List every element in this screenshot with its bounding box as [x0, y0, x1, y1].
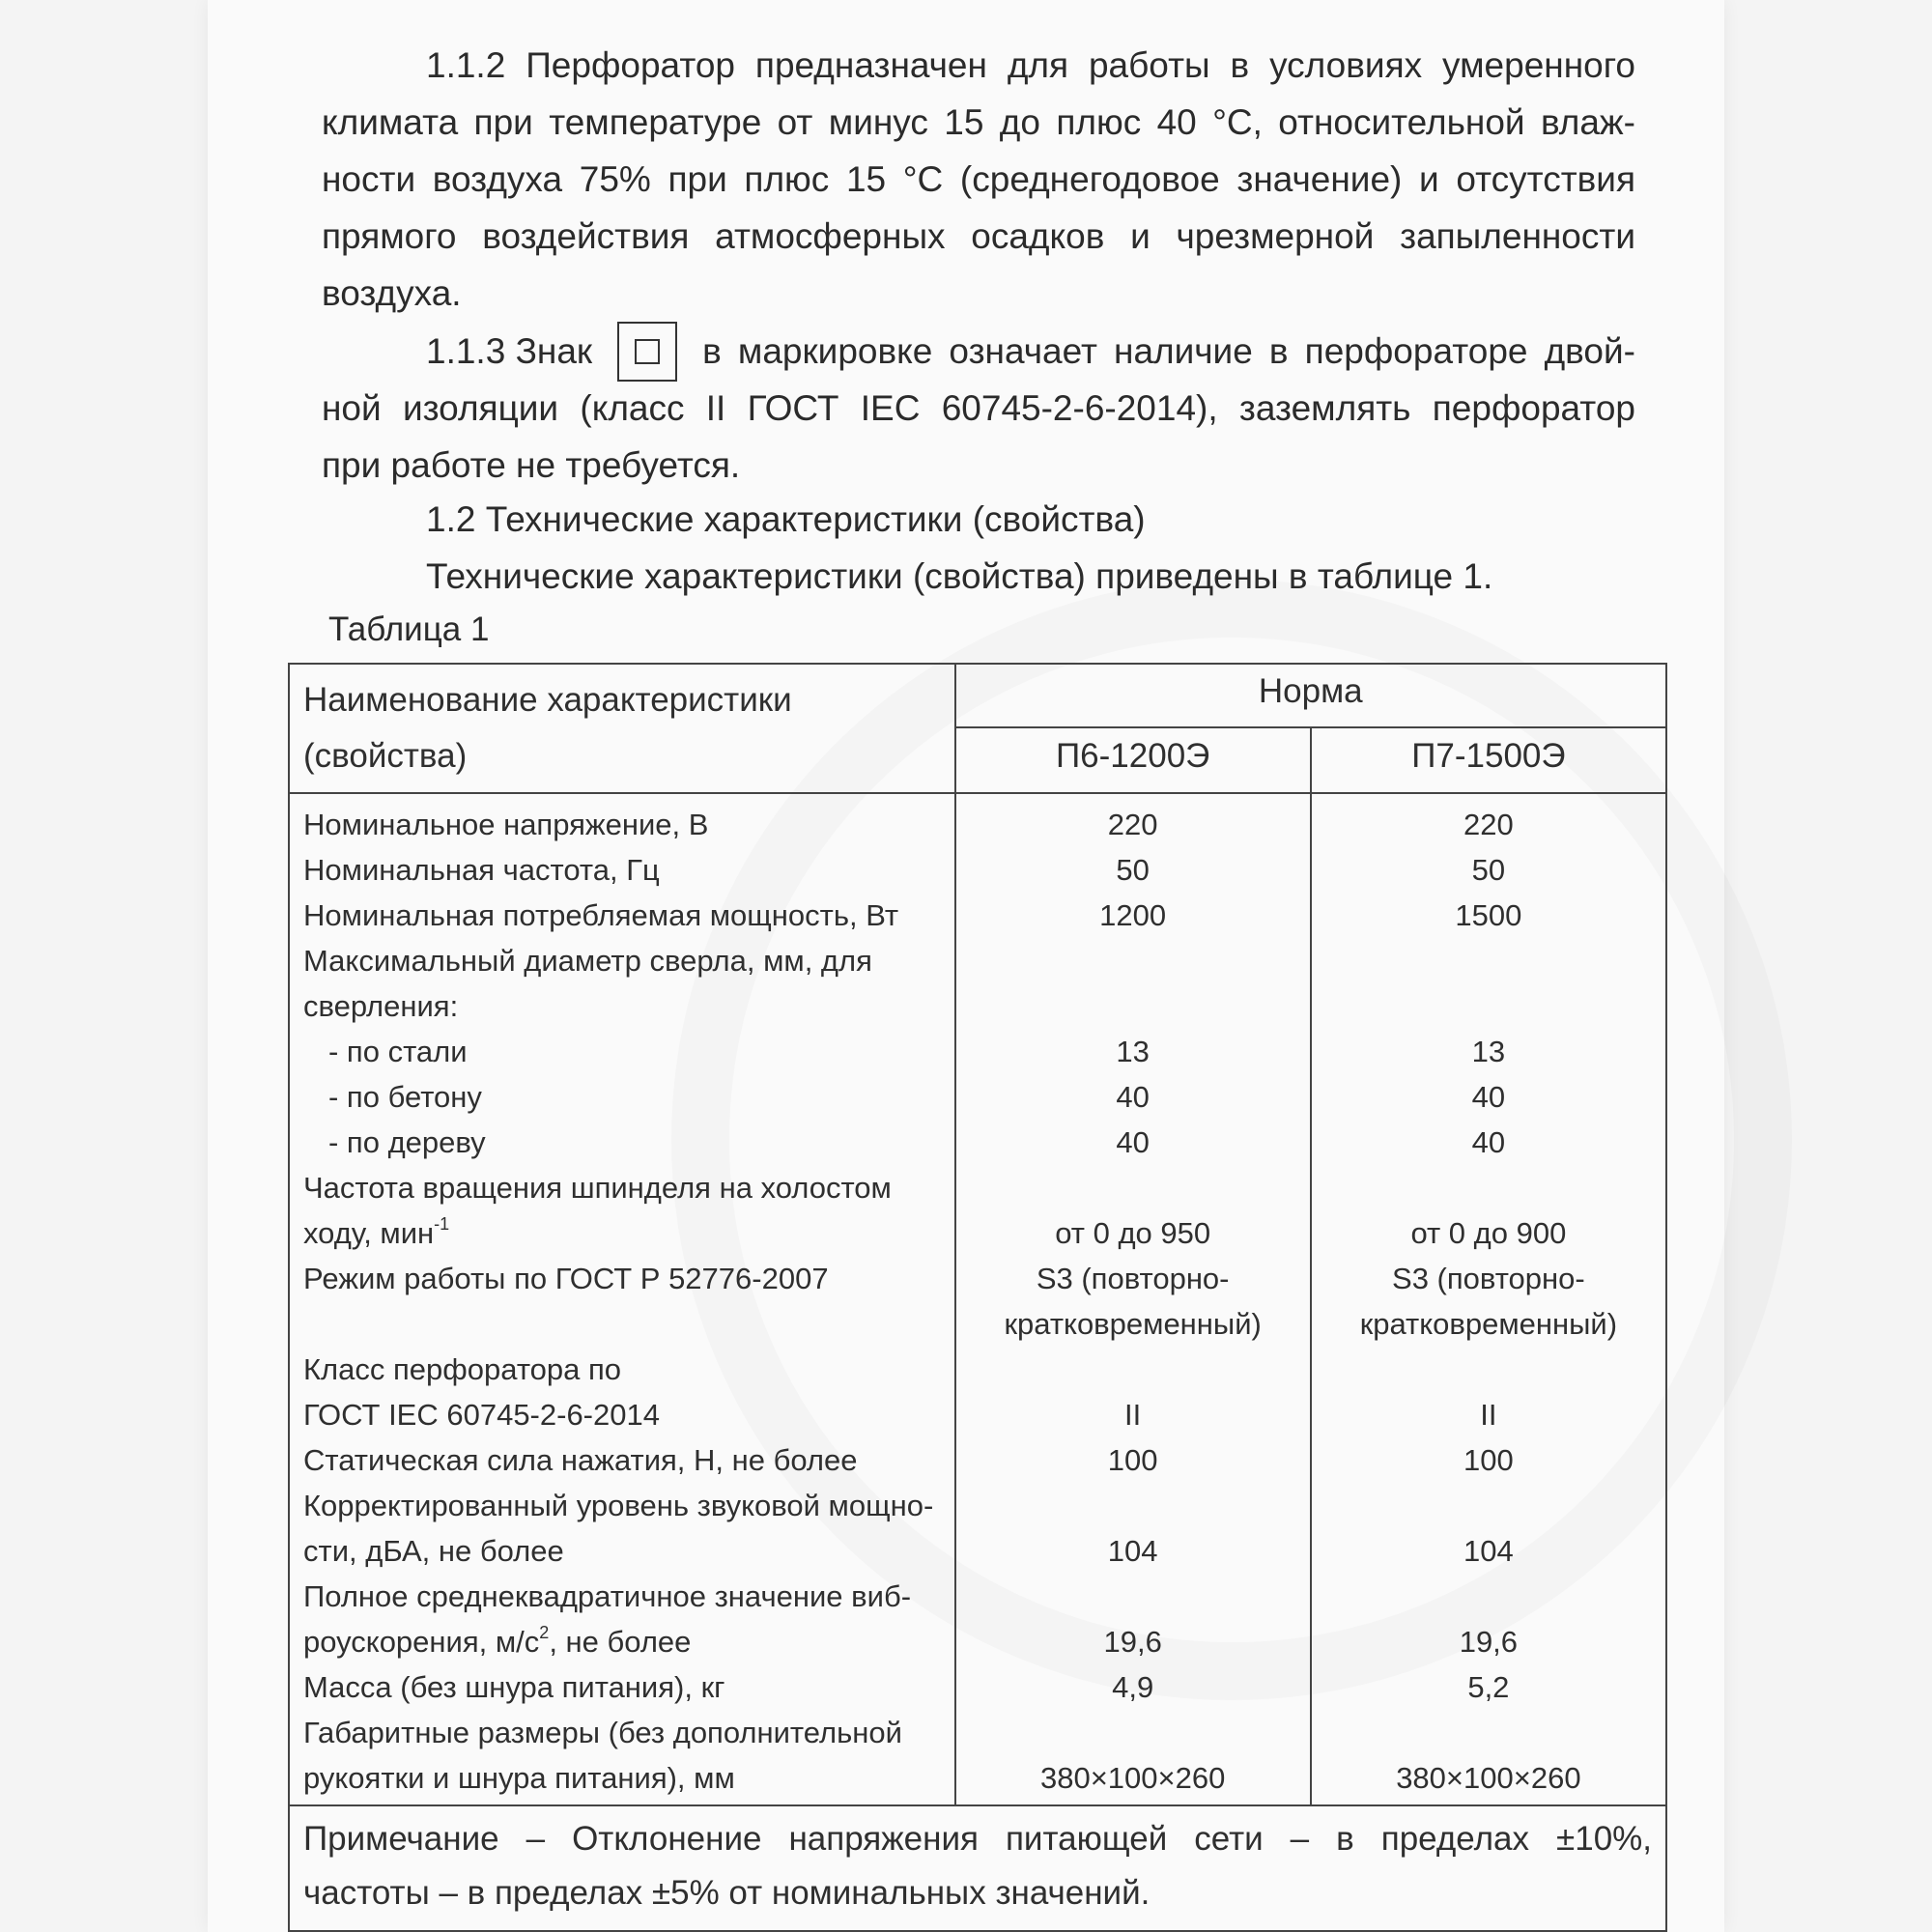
- characteristic-text: Режим работы по ГОСТ Р 52776-2007: [303, 1262, 829, 1295]
- column-characteristics: [289, 793, 955, 1805]
- value-model-2: от 0 до 900: [1410, 1216, 1567, 1250]
- value-model-2: [1312, 1574, 1665, 1619]
- characteristic-text: роускорения, м/с: [303, 1625, 540, 1659]
- paragraph-1-1-2: [322, 37, 1635, 322]
- value-model-2: 19,6: [1459, 1625, 1519, 1659]
- value-model-1: от 0 до 950: [1055, 1216, 1211, 1250]
- characteristic-name: [303, 1074, 941, 1120]
- characteristic-name: [303, 1392, 941, 1437]
- value-model-1: 4,9: [1112, 1670, 1154, 1704]
- characteristic-text: Номинальная потребляемая мощность, Вт: [303, 898, 899, 932]
- value-model-2: 380×100×260: [1396, 1761, 1581, 1795]
- text-line: воздуха.: [322, 273, 462, 313]
- text-line: ной изоляции (класс II ГОСТ IEC 60745-2-6-2014), заземлять перфоратор: [322, 388, 1635, 428]
- characteristic-text: Полное среднеквадратичное значение виб-: [303, 1579, 912, 1613]
- value-model-2: 100: [1463, 1443, 1514, 1477]
- characteristic-text: , не более: [549, 1625, 692, 1659]
- value-model-2: [1312, 1710, 1665, 1755]
- text-fragment: в маркировке означает наличие в перфораторе двой-: [702, 331, 1635, 371]
- value-model-1: 104: [1107, 1534, 1158, 1568]
- note-line: частоты – в пределах ±5% от номинальных значений.: [303, 1874, 1151, 1912]
- characteristic-name: [303, 938, 941, 983]
- value-model-1: 13: [1116, 1035, 1150, 1068]
- value-model-1: [956, 983, 1310, 1029]
- characteristic-text: Габаритные размеры (без дополнительной: [303, 1716, 902, 1749]
- characteristic-text: Статическая сила нажатия, Н, не более: [303, 1443, 858, 1477]
- spec-table: [288, 663, 1667, 1932]
- value-model-1: II: [1124, 1398, 1142, 1432]
- characteristic-text: сверления:: [303, 989, 459, 1023]
- value-model-1: кратковременный): [1004, 1307, 1262, 1341]
- characteristic-text: Класс перфоратора по: [303, 1352, 622, 1386]
- header-model-1: П6-1200Э: [955, 727, 1311, 793]
- characteristic-name: [303, 1755, 941, 1801]
- header-line: Наименование характеристики: [303, 681, 792, 719]
- characteristic-text: Корректированный уровень звуковой мощно-: [303, 1489, 934, 1522]
- value-model-1: 40: [1116, 1080, 1150, 1114]
- header-norm: Норма: [955, 664, 1666, 727]
- characteristic-name: [303, 1210, 941, 1256]
- value-model-2: 40: [1471, 1125, 1506, 1159]
- characteristic-name: [303, 983, 941, 1029]
- characteristic-name: [303, 1528, 941, 1574]
- value-model-2: [1312, 1483, 1665, 1528]
- table-caption: Таблица 1: [328, 611, 490, 648]
- characteristic-text: сти, дБА, не более: [303, 1534, 564, 1568]
- section-heading: 1.2 Технические характеристики (свойства): [426, 499, 1146, 539]
- value-model-2: [1312, 938, 1665, 983]
- characteristic-name: [303, 1256, 941, 1301]
- value-model-1: [956, 1483, 1310, 1528]
- characteristic-text: рукоятки и шнура питания), мм: [303, 1761, 735, 1795]
- characteristic-text: - по стали: [328, 1035, 468, 1068]
- value-model-1: S3 (повторно-: [1036, 1262, 1230, 1295]
- value-model-2: кратковременный): [1359, 1307, 1618, 1341]
- characteristic-name: [303, 1437, 941, 1483]
- text-line: климата при температуре от минус 15 до плюс 40 °С, относительной влаж-: [322, 102, 1635, 142]
- value-model-1: 1200: [1099, 898, 1167, 932]
- value-model-2: 50: [1471, 853, 1506, 887]
- value-model-1: 220: [1107, 808, 1158, 841]
- characteristic-name: [303, 1664, 941, 1710]
- note-line: Примечание – Отклонение напряжения питающей сети – в пределах ±10%,: [303, 1820, 1652, 1858]
- characteristic-text: Номинальное напряжение, В: [303, 808, 709, 841]
- header-characteristic: [289, 664, 955, 793]
- value-model-2: 220: [1463, 808, 1514, 841]
- characteristic-text: - по дереву: [328, 1125, 486, 1159]
- characteristic-name: [303, 1029, 941, 1074]
- value-model-1: [956, 1574, 1310, 1619]
- value-model-1: [956, 1165, 1310, 1210]
- value-model-1: 19,6: [1103, 1625, 1162, 1659]
- characteristic-name: [303, 893, 941, 938]
- text-line: прямого воздействия атмосферных осадков и чрезмерной запыленности: [322, 216, 1635, 256]
- characteristic-name: [303, 847, 941, 893]
- characteristic-name: [303, 1301, 941, 1347]
- value-model-1: 50: [1116, 853, 1150, 887]
- header-model-2: П7-1500Э: [1311, 727, 1666, 793]
- value-model-2: S3 (повторно-: [1392, 1262, 1585, 1295]
- header-line: (свойства): [303, 737, 468, 775]
- characteristic-text: ГОСТ IEC 60745-2-6-2014: [303, 1398, 660, 1432]
- characteristic-text: Максимальный диаметр сверла, мм, для: [303, 944, 872, 978]
- characteristic-text: ходу, мин: [303, 1216, 435, 1250]
- value-model-1: 40: [1116, 1125, 1150, 1159]
- value-model-2: 104: [1463, 1534, 1514, 1568]
- table-note: [289, 1805, 1666, 1931]
- value-model-1: 100: [1107, 1443, 1158, 1477]
- value-model-2: II: [1480, 1398, 1497, 1432]
- superscript: 2: [539, 1623, 550, 1642]
- paragraph-number: 1.1.3 Знак: [426, 331, 593, 371]
- text-line: [322, 323, 1635, 380]
- double-insulation-icon: [617, 322, 677, 382]
- intro-text: Технические характеристики (свойства) приведены в таблице 1.: [426, 556, 1493, 596]
- value-model-1: [956, 1347, 1310, 1392]
- characteristic-name: [303, 1710, 941, 1755]
- characteristic-text: - по бетону: [328, 1080, 482, 1114]
- characteristic-name: [303, 1619, 941, 1664]
- text-line: ности воздуха 75% при плюс 15 °С (среднегодовое значение) и отсутствия: [322, 159, 1635, 199]
- value-model-1: [956, 1710, 1310, 1755]
- superscript: -1: [434, 1214, 450, 1234]
- characteristic-name: [303, 1120, 941, 1165]
- paragraph-1-1-3: [322, 323, 1635, 494]
- characteristic-name: [303, 1165, 941, 1210]
- characteristic-name: [303, 1574, 941, 1619]
- value-model-2: [1312, 1347, 1665, 1392]
- characteristic-name: [303, 1347, 941, 1392]
- characteristic-text: Частота вращения шпинделя на холостом: [303, 1171, 892, 1205]
- value-model-2: 13: [1471, 1035, 1506, 1068]
- characteristic-text: Номинальная частота, Гц: [303, 853, 660, 887]
- value-model-2: 1500: [1455, 898, 1522, 932]
- characteristic-name: [303, 1483, 941, 1528]
- column-model-1: [955, 793, 1311, 1805]
- text-line: при работе не требуется.: [322, 445, 741, 485]
- value-model-2: 5,2: [1467, 1670, 1510, 1704]
- value-model-2: [1312, 1165, 1665, 1210]
- characteristic-text: Масса (без шнура питания), кг: [303, 1670, 725, 1704]
- value-model-2: 40: [1471, 1080, 1506, 1114]
- text-line: 1.1.2 Перфоратор предназначен для работы в условиях умеренного: [426, 45, 1635, 85]
- value-model-1: [956, 938, 1310, 983]
- value-model-1: 380×100×260: [1039, 1761, 1226, 1795]
- value-model-2: [1312, 983, 1665, 1029]
- section-1-2: [322, 491, 1635, 605]
- column-model-2: [1311, 793, 1666, 1805]
- characteristic-name: [303, 802, 941, 847]
